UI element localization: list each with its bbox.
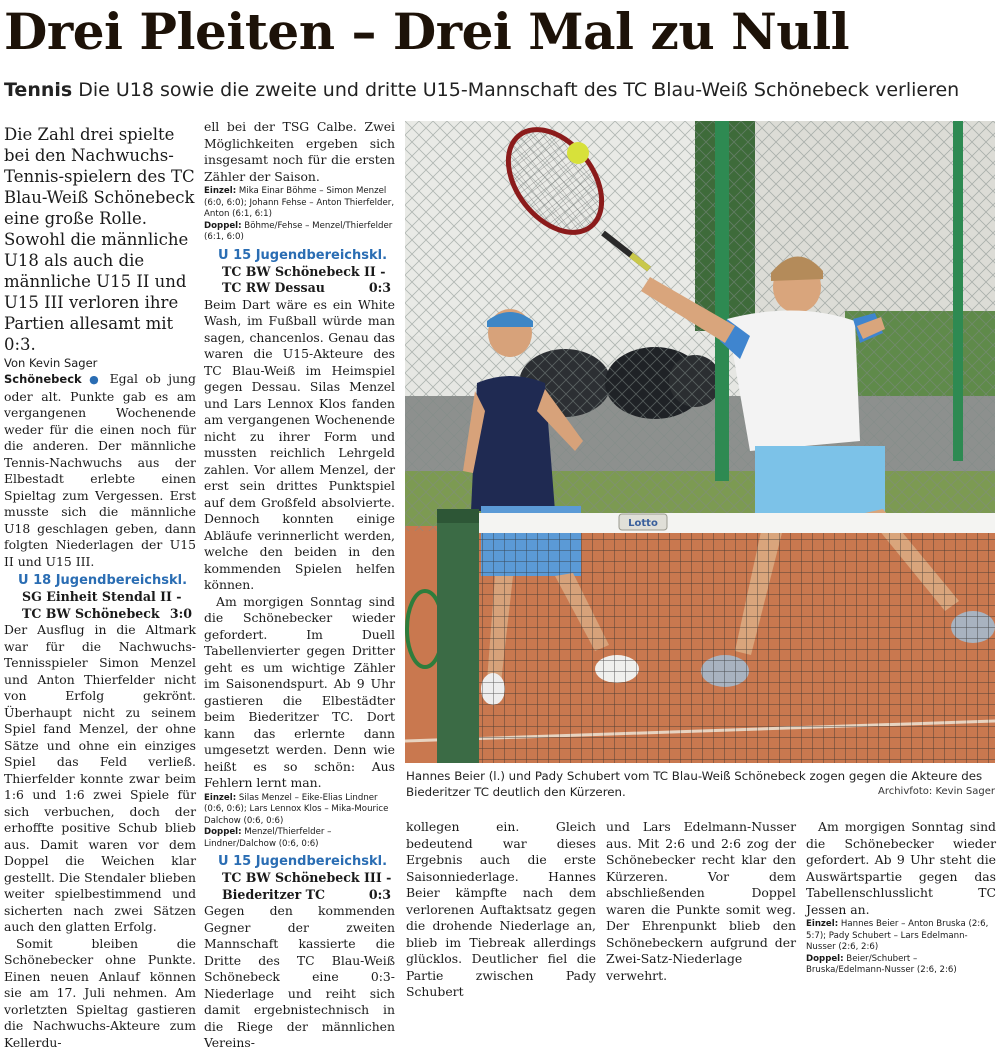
paragraph-u18-outlook: Somit bleiben die Schönebecker ohne Punkte. Einen neuen Anlauf können sie am 17. Juli nehmen. Am vorletzten Spieltag gastieren die Nachwuchs-Akteure zum Kellerdu- (4, 935, 196, 1050)
results-u15-iii (806, 919, 996, 977)
column-2 (204, 119, 395, 1050)
paragraph-u15-ii-outlook: Am morgigen Sonntag sind die Schönebecker wieder gefordert. Im Duell Tabellenvierter gegen Dritter geht es um wichtige Zähler im Saisonendspurt. Ab 9 Uhr gastieren die Elbestädter beim Biederitzer TC. Dort kann das erlernte dann umgesetzt werden. Denn wie heißt es so schön: Aus Fehlern lernt man. (204, 593, 395, 790)
photo-caption: Hannes Beier (l.) und Pady Schubert vom TC Blau-Weiß Schönebeck zogen gegen die Akteure des Biederitzer TC deutlich den Kürzeren. (406, 769, 983, 799)
einzel-label: Einzel: (806, 919, 839, 929)
section-heading-u15-iii: U 15 Jugendbereichskl. (218, 854, 388, 869)
results-u18 (204, 186, 395, 244)
match-header-u18 (4, 589, 196, 606)
subheadline-text: Die U18 sowie die zweite und dritte U15-Mannschaft des TC Blau-Weiß Schönebeck verlieren (78, 79, 960, 101)
section-heading-u15-ii: U 15 Jugendbereichskl. (218, 247, 388, 263)
paragraph-u15-iii-doppel: und Lars Edelmann-Nusser aus. Mit 2:6 und 2:6 zog der Schönebecker recht klar den Kürzeren. Vor dem abschließenden Doppel waren die Punkte somit weg. Der Ehrenpunkt blieb den Schönebeckern aufgrund der Zwei-Satz-Niederlage verwehrt. (606, 819, 796, 983)
tennis-photo-illustration (405, 121, 995, 763)
match-header-u15-ii (204, 264, 395, 281)
headline: Drei Pleiten – Drei Mal zu Null (4, 2, 850, 61)
match-score: 0:3 (368, 280, 391, 295)
column-1 (4, 124, 196, 1050)
dateline-dot-icon: ● (89, 373, 103, 386)
match-teams-line1: SG Einheit Stendal II - (22, 589, 182, 604)
einzel-label: Einzel: (204, 186, 237, 196)
dateline: Schönebeck (4, 372, 82, 386)
einzel-results: Silas Menzel – Eike-Elias Lindner (0:6, 0:6); Lars Lennox Klos – Mika-Mourice Dalchow (0:6, 0:6) (204, 792, 389, 826)
match-header-u18-line2 (4, 606, 196, 623)
photo-credit: Archivfoto: Kevin Sager (877, 786, 995, 797)
section-heading-u18: U 18 Jugendbereichskl. (18, 573, 188, 588)
column-4 (606, 819, 796, 983)
paragraph-u15-ii-report: Beim Dart wäre es ein White Wash, im Fußball würde man sagen, chancenlos. Genau das waren die U15-Akteure des TC Blau-Weiß im Heimspiel gegen Dessau. Silas Menzel und Lars Lennox Klos fanden am vergangenen Wochenende nicht zu ihrer Form und mussten reichlich Lehrgeld zahlen. Vor allem Menzel, der erst sein drittes Punktspiel auf dem Großfeld absolvierte. Dennoch konnten einige Abläufe verinnerlicht werden, welche den beiden in den kommenden Spielen helfen können. (204, 296, 395, 592)
paragraph-u18-report: Der Ausflug in die Altmark war für die Nachwuchs-Tennisspieler Simon Menzel und Anton Thierfelder nicht von Erfolg gekrönt. Überhaupt nicht zu seinem Spiel fand Menzel, der ohne Sätze und ohne ein einziges Spiel das Feld verließ. Thierfelder konnte zwar beim 1:6 und 1:6 zwei Spiele für sich verbuchen, doch der erhoffte positive Schub blieb aus. Damit waren vor dem Doppel die Weichen klar gestellt. Die Stendaler blieben weiter spielbestimmend und sicherten nach zwei Sätzen auch den glatten Erfolg. (4, 622, 196, 934)
column-5 (806, 819, 996, 975)
lead-paragraph: Die Zahl drei spielte bei den Nachwuchs-Tennis-spielern des TC Blau-Weiß Schönebeck eine große Rolle. Sowohl die männliche U18 als auch die männliche U15 II und U15 III verloren ihre Partien allesamt mit 0:3. (4, 125, 195, 354)
results-u15-ii (204, 793, 395, 851)
match-score: 0:3 (368, 886, 391, 902)
match-header-u15-ii-line2 (204, 280, 395, 297)
doppel-results: Beier/Schubert – Bruska/Edelmann-Nusser (2:6, 2:6) (806, 953, 957, 975)
column-3 (406, 819, 596, 999)
doppel-label: Doppel: (204, 827, 242, 837)
einzel-results: Mika Einar Böhme – Simon Menzel (6:0, 6:0); Johann Fehse – Anton Thierfelder, Anton (6:1, 6:1) (204, 186, 395, 219)
paragraph-intro-text: Egal ob jung oder alt. Punkte gab es am vergangenen Wochenende weder für die einen noch für die anderen. Der männliche Tennis-Nachwuchs aus der Elbestadt erlebte einen Spieltag zum Vergessen. Erst musste sich die männliche U18 geschlagen geben, dann folgten Niederlagen der U15 II und U15 III. (4, 371, 196, 569)
byline: Von Kevin Sager (4, 356, 98, 370)
match-teams-line2: TC RW Dessau (222, 280, 325, 295)
paragraph-u18-outlook-cont: ell bei der TSG Calbe. Zwei Möglichkeiten ergeben sich insgesamt noch für die ersten Zähler der Saison. (204, 119, 395, 184)
tennis-photo (405, 121, 995, 763)
match-header-u15-iii-line2 (204, 887, 395, 904)
subheadline (4, 78, 996, 104)
paragraph-u15-iii-cont: kollegen ein. Gleich bedeutend war dieses Ergebnis auch die erste Saisonniederlage. Hannes Beier kämpfte nach dem verlorenen Auftaktsatz gegen die drohende Niederlage an, blieb im Tiebreak allerdings glücklos. Deutlicher fiel die Partie zwischen Pady Schubert (406, 819, 596, 999)
paragraph-intro (4, 371, 196, 570)
match-teams-line2: TC BW Schönebeck (22, 605, 160, 621)
match-teams-line1: TC BW Schönebeck II - (222, 263, 386, 279)
doppel-results: Menzel/Thierfelder – Lindner/Dalchow (0:6, 0:6) (204, 827, 332, 849)
net-brand-logo: Lotto (628, 518, 658, 529)
match-header-u15-iii (204, 870, 395, 887)
match-teams-line1: TC BW Schönebeck III - (222, 870, 392, 885)
doppel-label: Doppel: (806, 953, 844, 964)
doppel-results: Böhme/Fehse – Menzel/Thierfelder (6:1, 6:0) (204, 220, 393, 242)
paragraph-u15-iii-report: Gegen den kommenden Gegner der zweiten Mannschaft kassierte die Dritte des TC Blau-Weiß Schönebeck eine 0:3-Niederlage und reiht sich damit ergebnistechnisch in die Riege der männlichen Vereins- (204, 903, 395, 1050)
einzel-results: Hannes Beier – Anton Bruska (2:6, 5:7); Pady Schubert – Lars Edelmann-Nusser (2:6, 2:6) (806, 919, 989, 952)
doppel-label: Doppel: (204, 220, 242, 231)
kicker-tennis: Tennis (4, 79, 73, 101)
match-teams-line2: Biederitzer TC (222, 886, 326, 902)
match-score: 3:0 (169, 605, 192, 621)
paragraph-u15-iii-outlook: Am morgigen Sonntag sind die Schönebecker wieder gefordert. Ab 9 Uhr steht die Auswärtspartie gegen das Tabellenschlusslicht TC Jessen an. (806, 819, 996, 917)
einzel-label: Einzel: (204, 792, 237, 803)
